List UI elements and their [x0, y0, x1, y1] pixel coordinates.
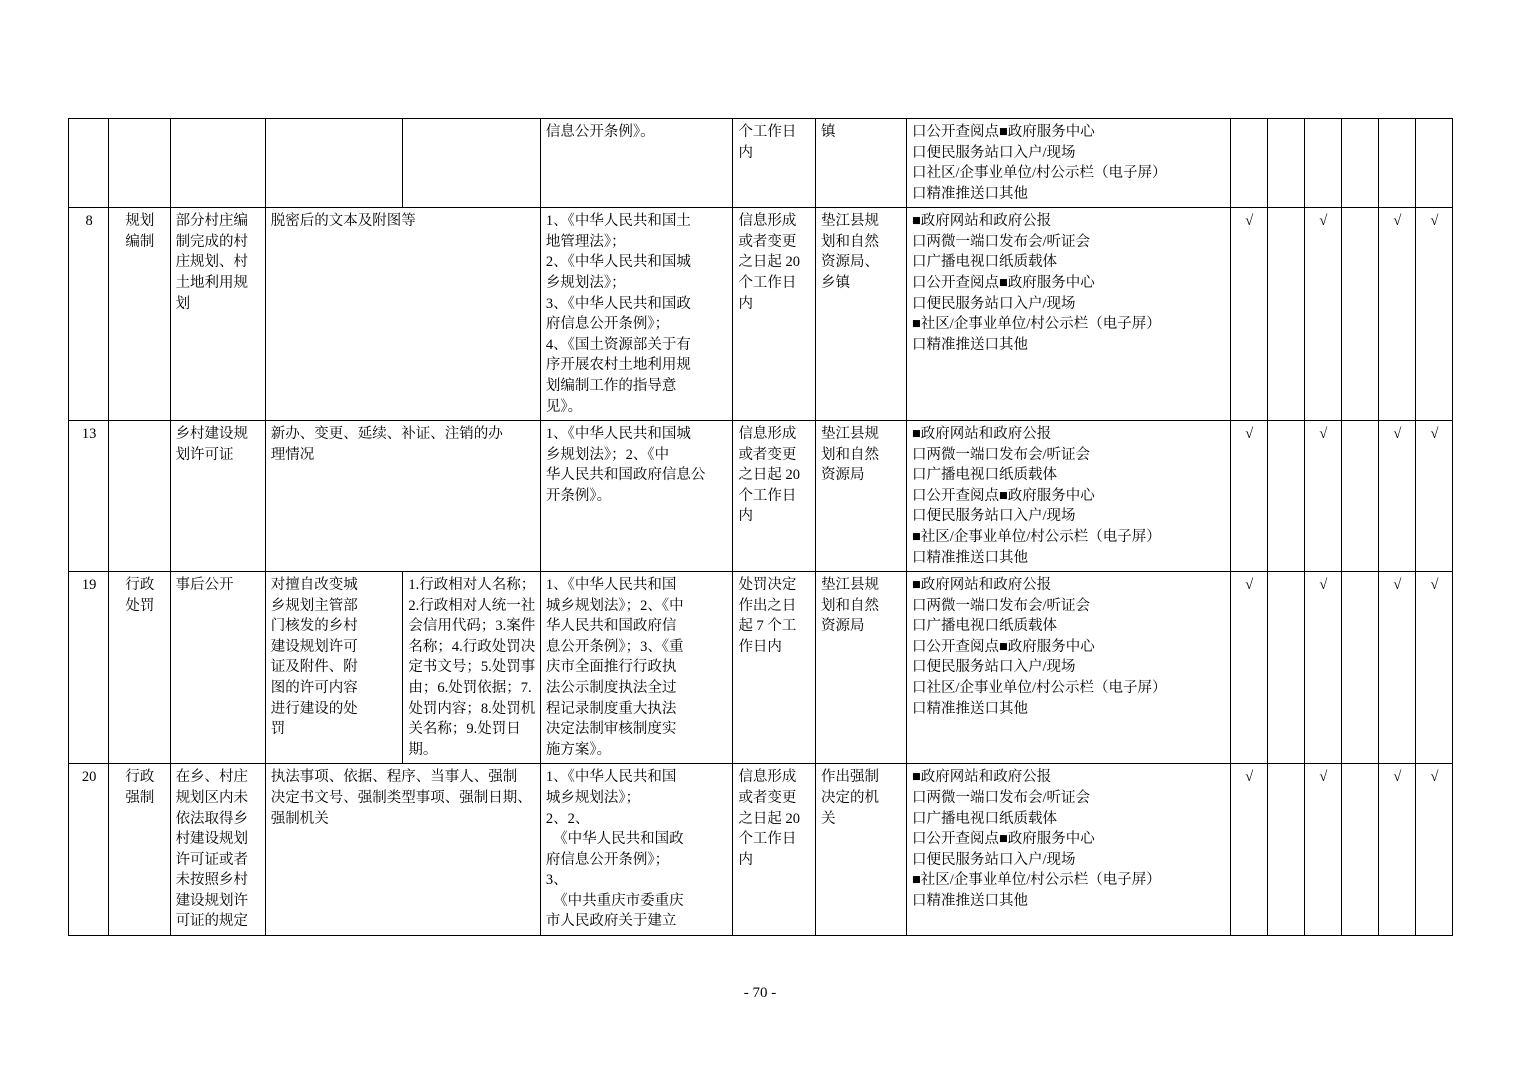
text-line: 新办、变更、延续、补证、注销的办	[270, 426, 503, 443]
text-line: 庆市全面推行行政执	[545, 659, 677, 676]
text-line: 口社区/企事业单位/村公示栏（电子屏）	[911, 680, 1167, 697]
text-line: 口精准推送口其他	[911, 336, 1028, 353]
text-line: 口广播电视口纸质载体	[911, 810, 1057, 827]
table-row	[69, 764, 1453, 936]
text-line: 口广播电视口纸质载体	[911, 618, 1057, 635]
text-line: 信息形成	[738, 426, 797, 443]
text-line: 内	[738, 295, 753, 312]
cell-check-1: √	[1230, 572, 1267, 764]
cell-check-4	[1341, 208, 1378, 421]
text-line: 土地利用规	[175, 275, 249, 292]
text-line: 规划区内未	[175, 789, 249, 806]
cell-seq: 19	[69, 572, 109, 764]
text-line: 口广播电视口纸质载体	[911, 467, 1057, 484]
text-line: 进行建设的处	[270, 700, 358, 717]
cell-category	[109, 208, 170, 421]
cell-check-4	[1341, 421, 1378, 572]
text-line: 口公开查阅点■政府服务中心	[911, 831, 1095, 848]
text-line: 可证的规定	[175, 913, 249, 930]
text-line: 序开展农村土地利用规	[545, 357, 691, 374]
text-line: 1、《中华人民共和国	[545, 577, 677, 594]
text-line: 息公开条例》；3、《重	[545, 638, 684, 655]
cell-check-2	[1267, 208, 1304, 421]
text-line: 划和自然	[820, 597, 879, 614]
text-line: 口便民服务站口入户/现场	[911, 144, 1076, 161]
text-line: 口两微一端口发布会/听证会	[911, 446, 1090, 463]
text-line: 行政	[125, 577, 155, 594]
text-line: 证及附件、附	[270, 659, 358, 676]
text-line: 规划	[125, 213, 155, 230]
text-line: 信息公开条例》。	[545, 124, 655, 140]
text-line: ■社区/企事业单位/村公示栏（电子屏）	[911, 528, 1161, 545]
text-line: 由；6.处罚依据；7.	[408, 680, 532, 697]
cell-channels	[906, 421, 1230, 572]
cell-check-6: √	[1415, 764, 1452, 936]
cell-seq	[69, 119, 109, 208]
cell-category	[109, 572, 170, 764]
text-line: 划和自然	[820, 233, 879, 250]
text-line: 府信息公开条例》；	[545, 316, 670, 333]
cell-check-6: √	[1415, 421, 1452, 572]
cell-category	[109, 421, 170, 572]
text-line: 府信息公开条例》；	[545, 851, 670, 868]
text-line: 资源局、	[820, 254, 879, 271]
text-line: 划许可证	[175, 446, 234, 463]
text-line: 作出强制	[820, 769, 879, 786]
text-line: 行政	[125, 769, 155, 786]
cell-detail	[403, 119, 541, 208]
table-row	[69, 421, 1453, 572]
text-line: 2、2、	[545, 810, 590, 827]
text-line: 个工作日	[738, 487, 797, 504]
text-line: 口广播电视口纸质载体	[911, 254, 1057, 271]
text-line: 信息形成	[738, 213, 797, 230]
text-line: 划	[175, 295, 191, 312]
text-line: 或者变更	[738, 446, 797, 463]
text-line: 资源局	[820, 467, 865, 484]
cell-check-4	[1341, 119, 1378, 208]
text-line: 2、《中华人民共和国城	[545, 254, 691, 271]
text-line: ■政府网站和政府公报	[911, 213, 1052, 230]
text-line: 定书文号；5.处罚事	[408, 659, 536, 676]
text-line: 口精准推送口其他	[911, 892, 1028, 909]
text-line: 之日起 20	[738, 467, 801, 484]
cell-item	[170, 764, 265, 936]
cell-seq: 13	[69, 421, 109, 572]
text-line: 口两微一端口发布会/听证会	[911, 233, 1090, 250]
text-line: 决定的机	[820, 789, 879, 806]
cell-item	[170, 572, 265, 764]
text-line: 内	[738, 144, 753, 161]
cell-content	[265, 421, 540, 572]
text-line: 口两微一端口发布会/听证会	[911, 789, 1090, 806]
text-line: 2.行政相对人统一社	[408, 597, 536, 614]
text-line: 口公开查阅点■政府服务中心	[911, 124, 1095, 140]
text-line: 编制	[125, 233, 155, 250]
text-line: 见》。	[545, 398, 583, 415]
text-line: 处罚	[125, 597, 155, 614]
text-line: ■政府网站和政府公报	[911, 577, 1052, 594]
text-line: 在乡、村庄	[175, 769, 249, 786]
cell-check-2	[1267, 764, 1304, 936]
text-line: 资源局	[820, 618, 865, 635]
cell-content	[265, 119, 403, 208]
cell-channels	[906, 119, 1230, 208]
cell-timing	[733, 764, 816, 936]
cell-check-5: √	[1378, 764, 1415, 936]
text-line: 4、《国土资源部关于有	[545, 336, 691, 353]
text-line: 建设规划许	[175, 892, 249, 909]
text-line: 作出之日	[738, 597, 797, 614]
text-line: 划编制工作的指导意	[545, 377, 677, 394]
text-line: 处罚决定	[738, 577, 797, 594]
text-line: 关	[820, 810, 836, 827]
cell-basis	[540, 572, 733, 764]
cell-organ	[815, 119, 906, 208]
text-line: 口精准推送口其他	[911, 700, 1028, 717]
page-number: - 70 -	[743, 985, 777, 1001]
cell-timing	[733, 572, 816, 764]
text-line: 乡村建设规	[175, 426, 249, 443]
cell-check-1: √	[1230, 208, 1267, 421]
text-line: 事后公开	[175, 577, 234, 594]
text-line: 强制	[125, 789, 155, 806]
table-row	[69, 119, 1453, 208]
cell-seq: 8	[69, 208, 109, 421]
text-line: 1、《中华人民共和国	[545, 769, 677, 786]
cell-check-1: √	[1230, 764, 1267, 936]
cell-check-5	[1378, 119, 1415, 208]
text-line: 口精准推送口其他	[911, 549, 1028, 566]
cell-detail	[403, 572, 541, 764]
cell-basis	[540, 208, 733, 421]
text-line: 《中华人民共和国政	[545, 831, 684, 848]
text-line: 个工作日	[738, 831, 797, 848]
text-line: 乡规划法》；	[545, 275, 626, 292]
text-line: ■政府网站和政府公报	[911, 426, 1052, 443]
cell-check-4	[1341, 572, 1378, 764]
text-line: 口便民服务站口入户/现场	[911, 851, 1076, 868]
text-line: 制完成的村	[175, 233, 249, 250]
text-line: 法公示制度执法全过	[545, 680, 677, 697]
cell-check-3: √	[1304, 764, 1341, 936]
cell-item	[170, 421, 265, 572]
cell-channels	[906, 764, 1230, 936]
text-line: 依法取得乡	[175, 810, 249, 827]
text-line: 决定书文号、强制类型事项、强制日期、	[270, 789, 532, 806]
cell-content	[265, 208, 540, 421]
text-line: 之日起 20	[738, 254, 801, 271]
text-line: 乡规划法》；2、《中	[545, 446, 670, 463]
text-line: 对擅自改变城	[270, 577, 358, 594]
text-line: 口精准推送口其他	[911, 185, 1028, 202]
text-line: 施方案》。	[545, 741, 612, 758]
cell-check-3: √	[1304, 421, 1341, 572]
text-line: 口社区/企事业单位/村公示栏（电子屏）	[911, 165, 1167, 182]
cell-basis	[540, 119, 733, 208]
text-line: 垫江县规	[820, 426, 879, 443]
text-line: 镇	[820, 124, 836, 140]
text-line: 1、《中华人民共和国土	[545, 213, 691, 230]
cell-check-3: √	[1304, 572, 1341, 764]
cell-basis	[540, 764, 733, 936]
cell-check-5: √	[1378, 421, 1415, 572]
cell-check-6: √	[1415, 572, 1452, 764]
text-line: ■政府网站和政府公报	[911, 769, 1052, 786]
cell-organ	[815, 764, 906, 936]
text-line: 划和自然	[820, 446, 879, 463]
text-line: 门核发的乡村	[270, 618, 358, 635]
text-line: 口公开查阅点■政府服务中心	[911, 638, 1095, 655]
text-line: 庄规划、村	[175, 254, 249, 271]
text-line: ■社区/企事业单位/村公示栏（电子屏）	[911, 316, 1161, 333]
text-line: 《中共重庆市委重庆	[545, 892, 684, 909]
text-line: 1.行政相对人名称；	[408, 577, 536, 594]
cell-check-1	[1230, 119, 1267, 208]
text-line: 之日起 20	[738, 810, 801, 827]
text-line: 华人民共和国政府信	[545, 618, 677, 635]
text-line: 开条例》。	[545, 487, 612, 504]
cell-check-2	[1267, 119, 1304, 208]
cell-timing	[733, 119, 816, 208]
text-line: 强制机关	[270, 810, 329, 827]
cell-organ	[815, 421, 906, 572]
text-line: 或者变更	[738, 233, 797, 250]
text-line: 3、《中华人民共和国政	[545, 295, 691, 312]
text-line: 会信用代码；3.案件	[408, 618, 536, 635]
cell-category	[109, 764, 170, 936]
text-line: 内	[738, 508, 753, 525]
cell-check-3	[1304, 119, 1341, 208]
cell-item	[170, 119, 265, 208]
text-line: 执法事项、依据、程序、当事人、强制	[270, 769, 518, 786]
text-line: 或者变更	[738, 789, 797, 806]
text-line: 起 7 个工	[738, 618, 797, 635]
text-line: 决定法制审核制度实	[545, 721, 677, 738]
text-line: 乡镇	[820, 275, 850, 292]
cell-category	[109, 119, 170, 208]
text-line: 部分村庄编	[175, 213, 249, 230]
cell-content	[265, 572, 403, 764]
text-line: 垫江县规	[820, 577, 879, 594]
text-line: 信息形成	[738, 769, 797, 786]
cell-check-2	[1267, 572, 1304, 764]
cell-check-6	[1415, 119, 1452, 208]
text-line: 程记录制度重大执法	[545, 700, 677, 717]
text-line: 口公开查阅点■政府服务中心	[911, 275, 1095, 292]
cell-check-5: √	[1378, 572, 1415, 764]
text-line: 图的许可内容	[270, 680, 358, 697]
disclosure-table	[68, 118, 1453, 936]
cell-content	[265, 764, 540, 936]
cell-channels	[906, 208, 1230, 421]
text-line: 未按照乡村	[175, 872, 249, 889]
text-line: 内	[738, 851, 753, 868]
cell-check-2	[1267, 421, 1304, 572]
cell-basis	[540, 421, 733, 572]
cell-check-4	[1341, 764, 1378, 936]
text-line: 口便民服务站口入户/现场	[911, 508, 1076, 525]
cell-organ	[815, 572, 906, 764]
text-line: 关名称；9.处罚日期。	[408, 721, 521, 758]
text-line: 建设规划许可	[270, 638, 358, 655]
text-line: 城乡规划法》；2、《中	[545, 597, 684, 614]
text-line: 作日内	[738, 638, 782, 655]
cell-organ	[815, 208, 906, 421]
text-line: 垫江县规	[820, 213, 879, 230]
cell-check-6: √	[1415, 208, 1452, 421]
cell-check-1: √	[1230, 421, 1267, 572]
text-line: 乡规划主管部	[270, 597, 358, 614]
table-row	[69, 572, 1453, 764]
cell-check-5: √	[1378, 208, 1415, 421]
cell-item	[170, 208, 265, 421]
text-line: 罚	[270, 721, 286, 738]
text-line: 个工作日	[738, 275, 797, 292]
text-line: 村建设规划	[175, 831, 249, 848]
cell-channels	[906, 572, 1230, 764]
text-line: 个工作日	[738, 124, 797, 140]
text-line: 地管理法》；	[545, 233, 626, 250]
text-line: 理情况	[270, 446, 315, 463]
text-line: 许可证或者	[175, 851, 249, 868]
text-line: 市人民政府关于建立	[545, 913, 677, 930]
text-line: 口两微一端口发布会/听证会	[911, 597, 1090, 614]
text-line: 口便民服务站口入户/现场	[911, 295, 1076, 312]
table-row	[69, 208, 1453, 421]
text-line: 处罚内容；8.处罚机	[408, 700, 536, 717]
cell-seq: 20	[69, 764, 109, 936]
text-line: 1、《中华人民共和国城	[545, 426, 691, 443]
cell-timing	[733, 421, 816, 572]
text-line: 名称；4.行政处罚决	[408, 638, 536, 655]
cell-timing	[733, 208, 816, 421]
cell-check-3: √	[1304, 208, 1341, 421]
text-line: ■社区/企事业单位/村公示栏（电子屏）	[911, 872, 1161, 889]
text-line: 华人民共和国政府信息公	[545, 467, 706, 484]
text-line: 口公开查阅点■政府服务中心	[911, 487, 1095, 504]
text-line: 脱密后的文本及附图等	[270, 213, 416, 230]
text-line: 口便民服务站口入户/现场	[911, 659, 1076, 676]
text-line: 城乡规划法》；	[545, 789, 641, 806]
text-line: 3、	[545, 872, 568, 889]
